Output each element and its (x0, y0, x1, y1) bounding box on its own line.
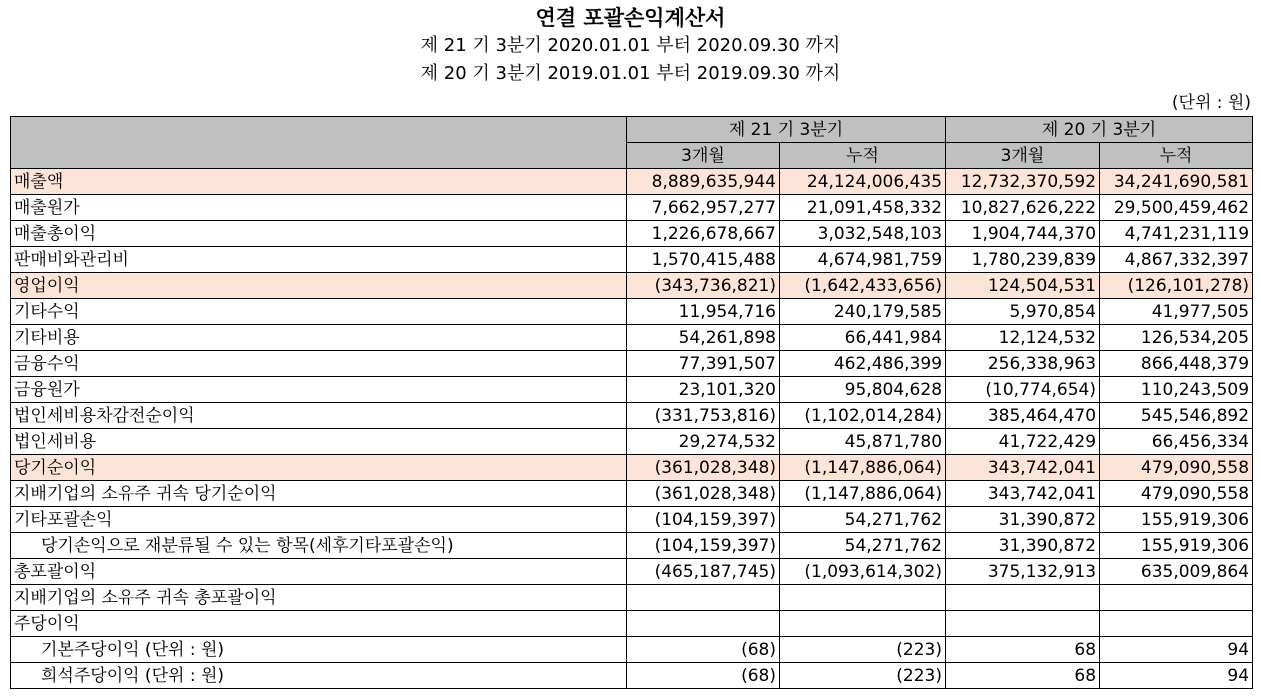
row-label: 기타수익 (11, 299, 627, 325)
value-current-3m: 29,274,532 (627, 429, 780, 455)
value-prior-3m: 1,780,239,839 (946, 247, 1100, 273)
value-current-3m: (343,736,821) (627, 273, 780, 299)
value-prior-3m (946, 611, 1100, 637)
row-label: 판매비와관리비 (11, 247, 627, 273)
value-current-3m: (104,159,397) (627, 533, 780, 559)
value-current-3m: 54,261,898 (627, 325, 780, 351)
value-current-3m: (361,028,348) (627, 455, 780, 481)
table-row (11, 559, 1253, 585)
period-current: 제 21 기 3분기 2020.01.01 부터 2020.09.30 까지 (420, 35, 841, 56)
header-current-3m: 3개월 (627, 143, 780, 169)
value-current-3m: 1,570,415,488 (627, 247, 780, 273)
value-current-cumulative: (1,147,886,064) (780, 481, 946, 507)
table-row (11, 429, 1253, 455)
row-label: 법인세비용 (11, 429, 627, 455)
value-prior-cumulative: 155,919,306 (1100, 507, 1253, 533)
value-current-cumulative: 21,091,458,332 (780, 195, 946, 221)
value-current-cumulative: (223) (780, 663, 946, 689)
value-prior-cumulative: 4,741,231,119 (1100, 221, 1253, 247)
value-prior-3m: 10,827,626,222 (946, 195, 1100, 221)
value-prior-3m: 343,742,041 (946, 481, 1100, 507)
table-row (11, 481, 1253, 507)
value-prior-cumulative: 479,090,558 (1100, 481, 1253, 507)
value-prior-cumulative: 34,241,690,581 (1100, 169, 1253, 195)
row-label: 당기순이익 (11, 455, 627, 481)
value-prior-3m: 68 (946, 663, 1100, 689)
value-prior-3m: 124,504,531 (946, 273, 1100, 299)
value-current-cumulative: 45,871,780 (780, 429, 946, 455)
value-prior-3m: 12,732,370,592 (946, 169, 1100, 195)
value-prior-3m: (10,774,654) (946, 377, 1100, 403)
table-row (11, 325, 1253, 351)
value-prior-cumulative: 479,090,558 (1100, 455, 1253, 481)
value-current-cumulative: (1,147,886,064) (780, 455, 946, 481)
table-row (11, 247, 1253, 273)
value-current-cumulative: 4,674,981,759 (780, 247, 946, 273)
row-label: 영업이익 (11, 273, 627, 299)
row-label: 총포괄이익 (11, 559, 627, 585)
row-label: 매출총이익 (11, 221, 627, 247)
value-current-cumulative: 66,441,984 (780, 325, 946, 351)
value-prior-cumulative: 94 (1100, 637, 1253, 663)
value-prior-3m: 343,742,041 (946, 455, 1100, 481)
value-current-3m: 7,662,957,277 (627, 195, 780, 221)
value-current-3m: (331,753,816) (627, 403, 780, 429)
table-row (11, 507, 1253, 533)
value-prior-3m (946, 585, 1100, 611)
value-current-3m: 11,954,716 (627, 299, 780, 325)
value-prior-cumulative: 41,977,505 (1100, 299, 1253, 325)
row-label: 희석주당이익 (단위 : 원) (11, 663, 627, 689)
table-row (11, 663, 1253, 689)
value-current-3m: 1,226,678,667 (627, 221, 780, 247)
value-current-cumulative: 24,124,006,435 (780, 169, 946, 195)
table-row (11, 221, 1253, 247)
value-current-cumulative: 462,486,399 (780, 351, 946, 377)
value-prior-3m: 12,124,532 (946, 325, 1100, 351)
value-current-3m: (68) (627, 663, 780, 689)
income-statement-table (10, 116, 1253, 689)
value-prior-3m: 1,904,744,370 (946, 221, 1100, 247)
value-prior-cumulative: 110,243,509 (1100, 377, 1253, 403)
value-prior-3m: 385,464,470 (946, 403, 1100, 429)
value-prior-cumulative: 126,534,205 (1100, 325, 1253, 351)
value-current-cumulative: 3,032,548,103 (780, 221, 946, 247)
row-label: 기본주당이익 (단위 : 원) (11, 637, 627, 663)
value-prior-cumulative: (126,101,278) (1100, 273, 1253, 299)
value-current-cumulative: (1,093,614,302) (780, 559, 946, 585)
value-current-3m: 77,391,507 (627, 351, 780, 377)
period-prior: 제 20 기 3분기 2019.01.01 부터 2019.09.30 까지 (420, 63, 841, 84)
table-row (11, 299, 1253, 325)
value-current-cumulative: (1,642,433,656) (780, 273, 946, 299)
row-label: 매출액 (11, 169, 627, 195)
header-current-cumulative: 누적 (780, 143, 946, 169)
value-prior-cumulative: 155,919,306 (1100, 533, 1253, 559)
row-label: 금융수익 (11, 351, 627, 377)
value-current-cumulative: 240,179,585 (780, 299, 946, 325)
value-current-cumulative: (223) (780, 637, 946, 663)
header-row-groups (11, 117, 1253, 143)
row-label: 주당이익 (11, 611, 627, 637)
header-corner (11, 117, 627, 169)
row-label: 매출원가 (11, 195, 627, 221)
value-current-3m: (361,028,348) (627, 481, 780, 507)
value-prior-3m: 31,390,872 (946, 533, 1100, 559)
statement-title: 연결 포괄손익계산서 (535, 6, 726, 30)
value-current-cumulative: 95,804,628 (780, 377, 946, 403)
value-current-3m (627, 611, 780, 637)
header-group-prior: 제 20 기 3분기 (946, 117, 1253, 143)
table-row (11, 377, 1253, 403)
header-group-current: 제 21 기 3분기 (627, 117, 946, 143)
table-row (11, 611, 1253, 637)
table-row (11, 403, 1253, 429)
value-prior-3m: 41,722,429 (946, 429, 1100, 455)
value-prior-3m: 68 (946, 637, 1100, 663)
table-row (11, 637, 1253, 663)
value-prior-3m: 375,132,913 (946, 559, 1100, 585)
value-current-3m (627, 585, 780, 611)
table-row (11, 169, 1253, 195)
row-label: 지배기업의 소유주 귀속 당기순이익 (11, 481, 627, 507)
value-prior-cumulative: 66,456,334 (1100, 429, 1253, 455)
row-label: 당기손익으로 재분류될 수 있는 항목(세후기타포괄손익) (11, 533, 627, 559)
value-current-3m: (68) (627, 637, 780, 663)
table-row (11, 273, 1253, 299)
value-prior-cumulative (1100, 585, 1253, 611)
row-label: 지배기업의 소유주 귀속 총포괄이익 (11, 585, 627, 611)
header-prior-3m: 3개월 (946, 143, 1100, 169)
value-current-cumulative (780, 585, 946, 611)
table-row (11, 351, 1253, 377)
value-current-cumulative: (1,102,014,284) (780, 403, 946, 429)
value-current-cumulative: 54,271,762 (780, 507, 946, 533)
value-prior-cumulative: 4,867,332,397 (1100, 247, 1253, 273)
value-prior-3m: 5,970,854 (946, 299, 1100, 325)
value-current-3m: 23,101,320 (627, 377, 780, 403)
value-current-cumulative: 54,271,762 (780, 533, 946, 559)
value-prior-cumulative: 29,500,459,462 (1100, 195, 1253, 221)
table-row (11, 195, 1253, 221)
value-current-3m: (104,159,397) (627, 507, 780, 533)
row-label: 금융원가 (11, 377, 627, 403)
value-current-cumulative (780, 611, 946, 637)
value-prior-3m: 31,390,872 (946, 507, 1100, 533)
table-row (11, 585, 1253, 611)
value-prior-cumulative: 635,009,864 (1100, 559, 1253, 585)
value-current-3m: 8,889,635,944 (627, 169, 780, 195)
table-row (11, 455, 1253, 481)
value-prior-3m: 256,338,963 (946, 351, 1100, 377)
value-current-3m: (465,187,745) (627, 559, 780, 585)
row-label: 기타포괄손익 (11, 507, 627, 533)
value-prior-cumulative: 545,546,892 (1100, 403, 1253, 429)
table-row (11, 533, 1253, 559)
unit-label: (단위 : 원) (1171, 93, 1251, 113)
value-prior-cumulative: 866,448,379 (1100, 351, 1253, 377)
row-label: 기타비용 (11, 325, 627, 351)
value-prior-cumulative (1100, 611, 1253, 637)
row-label: 법인세비용차감전순이익 (11, 403, 627, 429)
header-prior-cumulative: 누적 (1100, 143, 1253, 169)
value-prior-cumulative: 94 (1100, 663, 1253, 689)
